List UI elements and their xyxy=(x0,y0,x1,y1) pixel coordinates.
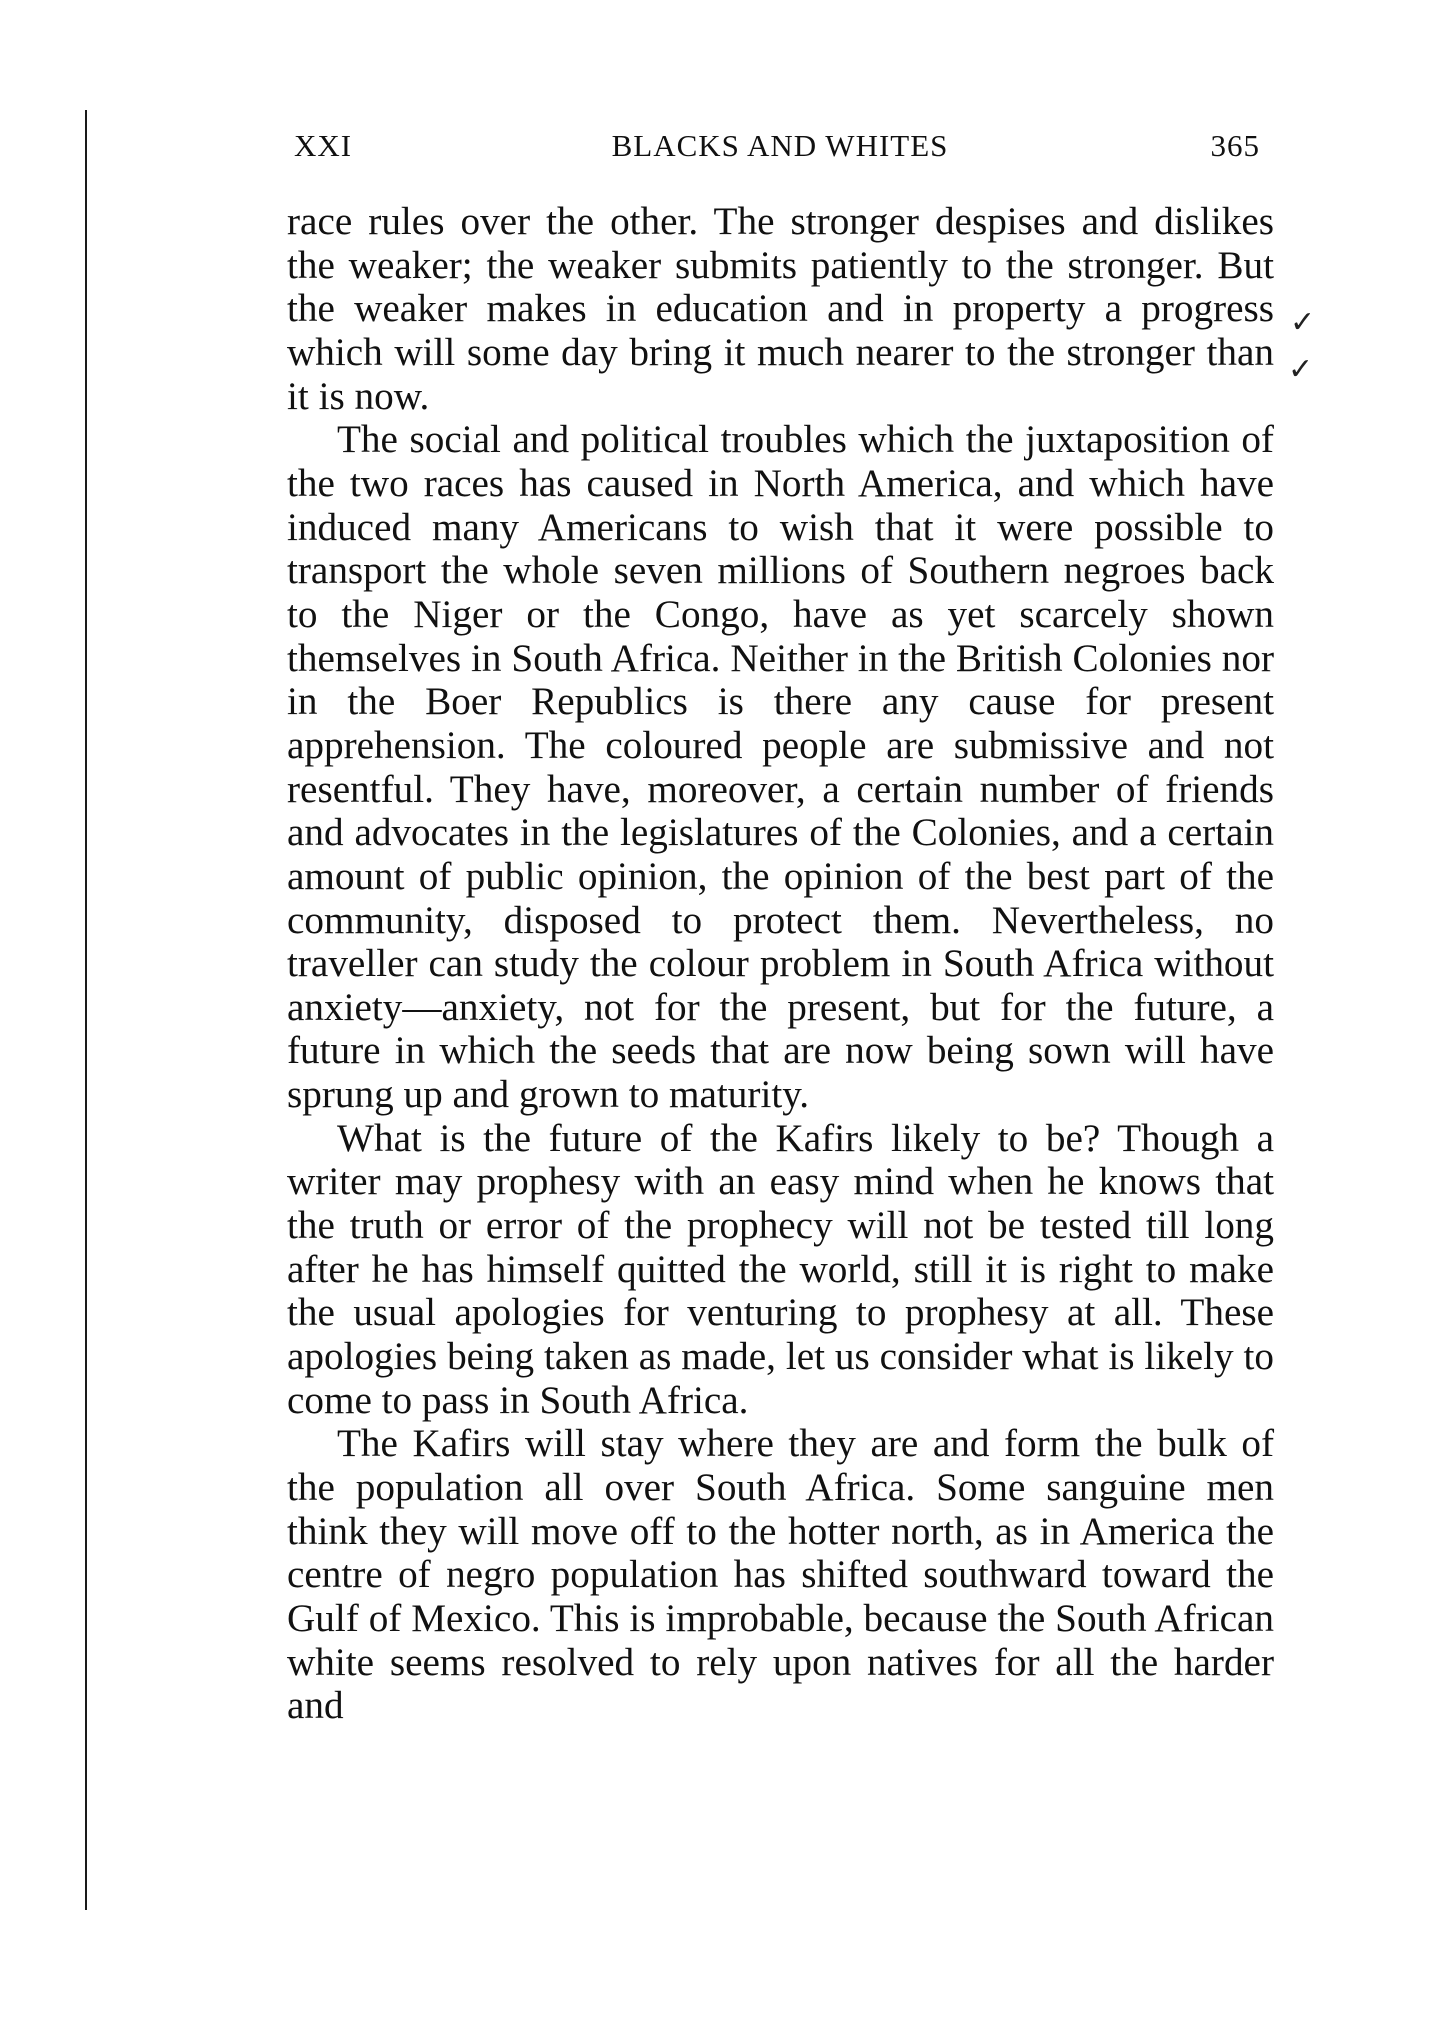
paragraph: The social and political troubles which the juxtaposition of the two races has caused in North America, and which have induced many Americans to wish that it were possible to transport the whole seven millions of Southern negroes back to the Niger or the Congo, have as yet scarcely shown themselves in South Africa. Neither in the British Colonies nor in the Boer Republics is there any cause for present apprehension. The coloured people are submissive and not resentful. They have, moreover, a certain number of friends and advocates in the legislatures of the Colonies, and a certain amount of public opinion, the opinion of the best part of the community, disposed to protect them. Nevertheless, no traveller can study the colour problem in South Africa without anxiety—anxiety, not for the present, but for the future, a future in which the seeds that are now being sown will have sprung up and grown to maturity. xyxy=(287,418,1274,1117)
margin-pencil-line xyxy=(84,110,89,1910)
paragraph: race rules over the other. The stronger despises and dislikes the weaker; the weaker submits patiently to the stronger. But the weaker makes in education and in property a progress which will some day bring it much nearer to the stronger than it is now. xyxy=(287,200,1274,418)
chapter-number: XXI xyxy=(294,128,353,163)
page-title: BLACKS AND WHITES xyxy=(611,128,949,163)
margin-check-mark: ✓ xyxy=(1288,352,1314,387)
margin-check-mark: ✓ xyxy=(1290,305,1316,340)
paragraph: The Kafirs will stay where they are and form the bulk of the population all over South Africa. Some sanguine men think they will move off to the hotter north, as in America the centre of negro population has shifted southward toward the Gulf of Mexico. This is improbable, because the South African white seems resolved to rely upon natives for all the harder and xyxy=(287,1422,1274,1728)
page-number: 365 xyxy=(1210,128,1260,163)
running-head xyxy=(290,128,1270,168)
paragraph: What is the future of the Kafirs likely to be? Though a writer may prophesy with an easy mind when he knows that the truth or error of the prophecy will not be tested till long after he has himself quitted the world, still it is right to make the usual apologies for venturing to prophesy at all. These apologies being taken as made, let us consider what is likely to come to pass in South Africa. xyxy=(287,1116,1274,1422)
body-text xyxy=(287,200,1274,1728)
